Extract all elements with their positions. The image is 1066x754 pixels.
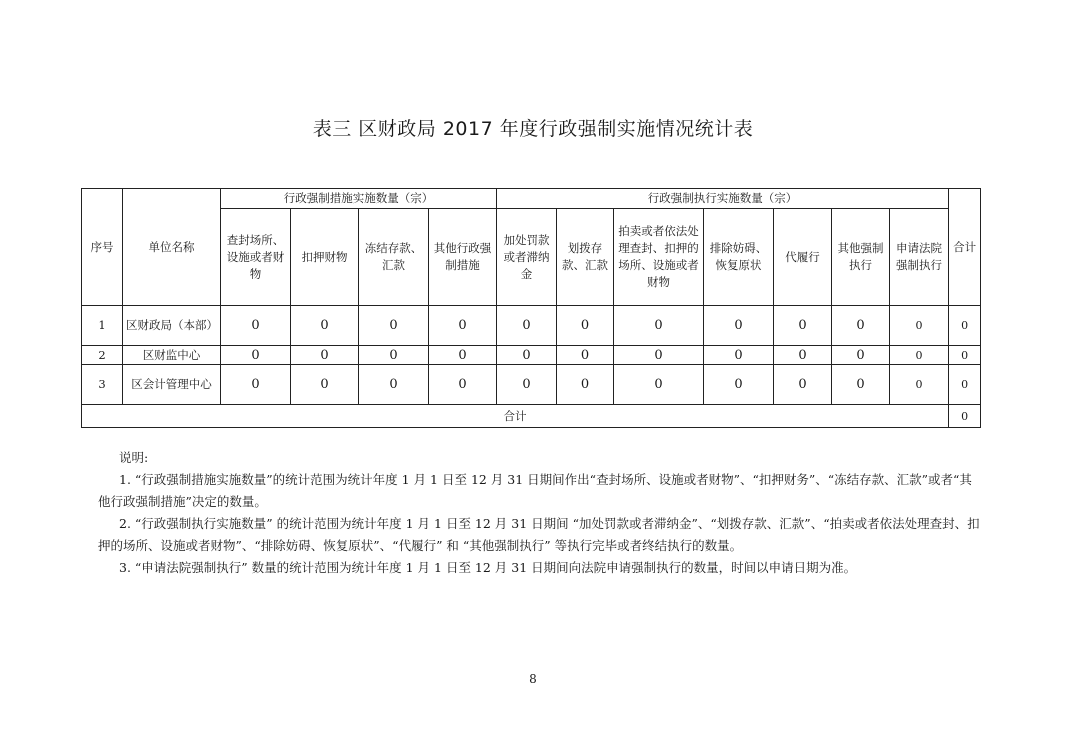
cell-value: 0 [774,346,832,365]
cell-value: 0 [890,365,949,405]
cell-value: 0 [429,365,497,405]
notes-label: 说明: [119,450,149,465]
note-item-3: 3. “申请法院强制执行” 数量的统计范围为统计年度 1 月 1 日至 12 月 31 日期间向法院申请强制执行的数量，时间以申请日期为准。 [119,560,857,575]
cell-value: 0 [949,346,981,365]
row-seq: 3 [82,365,123,405]
header-substitute-performance: 代履行 [774,209,832,306]
cell-value: 0 [359,306,429,346]
header-other-measures: 其他行政强制措施 [429,209,497,306]
row-seq: 1 [82,306,123,346]
total-value: 0 [949,405,981,428]
cell-value: 0 [832,346,890,365]
total-label: 合计 [82,405,949,428]
header-seal-premises: 查封场所、设施或者财物 [221,209,291,306]
header-seize-property: 扣押财物 [291,209,359,306]
cell-value: 0 [557,365,614,405]
header-remove-obstruction: 排除妨碍、恢复原状 [704,209,774,306]
cell-value: 0 [704,365,774,405]
note-item-1: 1. “行政强制措施实施数量”的统计范围为统计年度 1 月 1 日至 12 月 31 日期间作出“查封场所、设施或者财物”、“扣押财务”、“冻结存款、汇款”或者“其他行政强制措施”决定的数量。 [98,472,972,509]
cell-value: 0 [291,306,359,346]
header-auction-disposal: 拍卖或者依法处理查封、扣押的场所、设施或者财物 [614,209,704,306]
page-title: 表三 区财政局 2017 年度行政强制实施情况统计表 [312,118,754,140]
cell-value: 0 [291,346,359,365]
header-other-execution: 其他强制执行 [832,209,890,306]
cell-value: 0 [704,346,774,365]
cell-value: 0 [291,365,359,405]
cell-value: 0 [949,306,981,346]
header-transfer-deposits: 划拨存款、汇款 [557,209,614,306]
cell-value: 0 [221,306,291,346]
statistics-table [81,188,981,428]
table-row [82,346,981,365]
row-unit-name: 区财监中心 [123,346,221,365]
cell-value: 0 [832,306,890,346]
cell-value: 0 [359,365,429,405]
cell-value: 0 [359,346,429,365]
cell-value: 0 [429,306,497,346]
cell-value: 0 [497,346,557,365]
page-number: 8 [529,672,537,686]
row-seq: 2 [82,346,123,365]
cell-value: 0 [890,306,949,346]
header-freeze-deposits: 冻结存款、汇款 [359,209,429,306]
header-unit-name: 单位名称 [123,189,221,306]
header-court-enforcement: 申请法院强制执行 [890,209,949,306]
row-unit-name: 区会计管理中心 [123,365,221,405]
cell-value: 0 [429,346,497,365]
table-row [82,365,981,405]
cell-value: 0 [704,306,774,346]
table-row [82,306,981,346]
cell-value: 0 [614,346,704,365]
cell-value: 0 [557,306,614,346]
cell-value: 0 [832,365,890,405]
header-group-measures: 行政强制措施实施数量（宗） [221,189,497,209]
cell-value: 0 [614,365,704,405]
cell-value: 0 [497,306,557,346]
cell-value: 0 [614,306,704,346]
cell-value: 0 [557,346,614,365]
notes-section [98,447,980,579]
cell-value: 0 [774,365,832,405]
total-row [82,405,981,428]
header-late-fees: 加处罚款或者滞纳金 [497,209,557,306]
cell-value: 0 [221,346,291,365]
row-unit-name: 区财政局（本部） [123,306,221,346]
header-group-execution: 行政强制执行实施数量（宗） [497,189,949,209]
cell-value: 0 [949,365,981,405]
cell-value: 0 [890,346,949,365]
cell-value: 0 [774,306,832,346]
note-item-2: 2. “行政强制执行实施数量” 的统计范围为统计年度 1 月 1 日至 12 月 31 日期间 “加处罚款或者滞纳金”、“划拨存款、汇款”、“拍卖或者依法处理查封、扣押的场所、设施或者财物”、“排除妨碍、恢复原状”、“代履行” 和 “其他强制执行” 等执行完毕或者终结执行的数量。 [98,516,980,553]
cell-value: 0 [221,365,291,405]
header-seq: 序号 [82,189,123,306]
cell-value: 0 [497,365,557,405]
header-total: 合计 [949,189,981,306]
